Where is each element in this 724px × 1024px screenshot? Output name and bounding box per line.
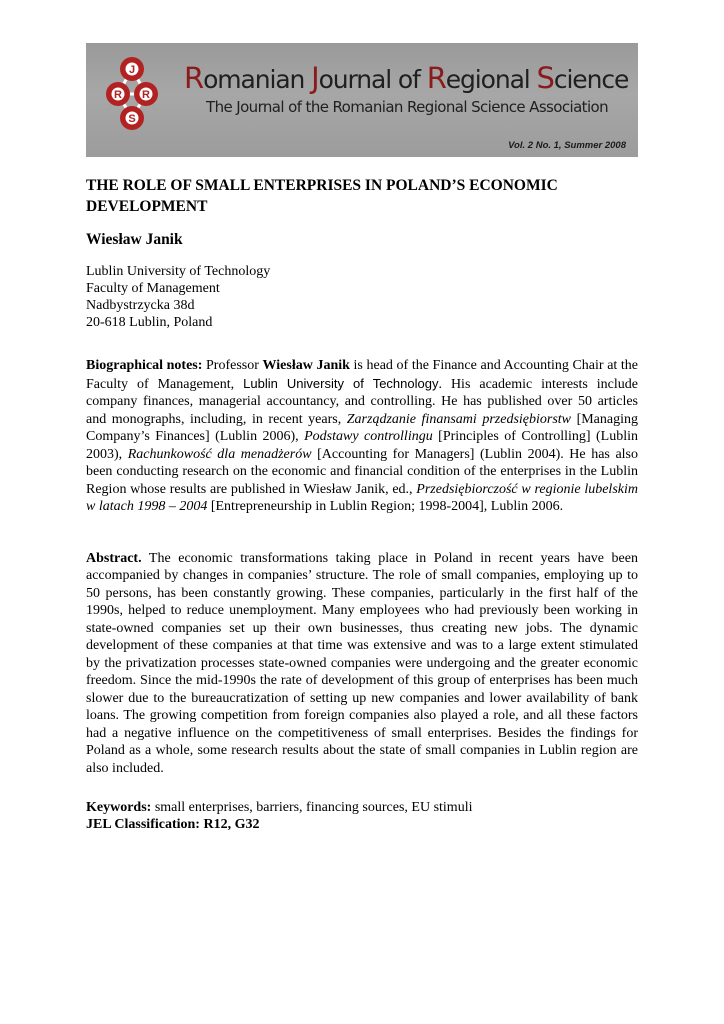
bio-name: Wiesław Janik xyxy=(262,358,350,373)
journal-banner xyxy=(86,43,638,157)
affiliation-line: Faculty of Management xyxy=(86,281,220,296)
author-affiliation xyxy=(86,263,638,331)
journal-logo xyxy=(86,43,176,157)
bio-book: Rachunkowość dla menadżerów xyxy=(127,446,312,462)
keywords-text: small enterprises, barriers, financing sources, EU stimuli xyxy=(151,800,473,815)
logo-node-r-left xyxy=(106,82,130,106)
abstract-label: Abstract. xyxy=(86,550,142,566)
logo-letter-s: S xyxy=(128,113,136,125)
issue-info: Vol. 2 No. 1, Summer 2008 xyxy=(508,140,626,151)
logo-letter-r-left: R xyxy=(114,89,122,101)
logo-letter-r-right: R xyxy=(142,89,150,101)
jel-classification: JEL Classification: R12, G32 xyxy=(86,817,260,832)
paper-title: THE ROLE OF SMALL ENTERPRISES IN POLAND’S ECONOMIC DEVELOPMENT xyxy=(86,177,558,215)
journal-title: Romanian Journal of Regional Science xyxy=(184,61,629,95)
bio-label: Biographical notes: xyxy=(86,358,203,373)
logo-node-r-right xyxy=(134,82,158,106)
logo-node-s xyxy=(120,106,144,130)
affiliation-line: Lublin University of Technology xyxy=(86,264,271,279)
logo-letter-j: J xyxy=(128,64,136,76)
bio-book: Przedsiębiorczość w regionie lubelskim w latach 1998 – 2004 xyxy=(86,481,638,514)
bio-book: Podstawy controllingu xyxy=(304,429,433,444)
abstract xyxy=(86,550,638,778)
logo-node-j xyxy=(120,57,144,81)
affiliation-line: 20-618 Lublin, Poland xyxy=(86,315,213,330)
abstract-text: The economic transformations taking place in Poland in recent years have been accompanied by changes in companies’ structure. The role of small companies, employing up to 50 persons, has been constantly growing. These companies, particularly in the first half of the 1990s, helped to reduce unemployment. Many employees who had previously been working in state-owned companies set up their own businesses, thus creating new jobs. The dynamic development of these companies at that time was extensive and was to a large extent stimulated by the privatization processes state-owned companies were undergoing and the greater economic freedom. Since the mid-1990s the rate of development of this group of enterprises has been much slower due to the bureaucratization of setting up new companies and lower availability of bank loans. The growing competition from foreign companies also played a role, and all these factors had a negative influence on the competitiveness of small enterprises. Besides the findings for Poland as a whole, some research results about the state of small companies in Lublin region are also included. xyxy=(86,550,638,776)
bio-book: Zarządzanie finansami przedsiębiorstw xyxy=(346,411,572,427)
affiliation-line: Nadbystrzycka 38d xyxy=(86,298,195,313)
journal-subtitle: The Journal of the Romanian Regional Science Association xyxy=(206,98,608,116)
keywords xyxy=(86,799,638,816)
bio-university: Lublin University of Technology xyxy=(243,375,439,391)
author-name: Wiesław Janik xyxy=(86,231,183,248)
paper-content xyxy=(86,175,638,833)
biographical-notes: Biographical notes: Professor Wiesław Janik is head of the Finance and Accounting Chair at the Faculty of Management, Lublin University of Technology. His academic interests include company finances, managerial accountancy, and controlling. He has published over 50 articles and monographs, including, in recent years, Zarządzanie finansami przedsiębiorstw [Managing Company’s Finances] (Lublin 2006), Podstawy controllingu [Principles of Controlling] (Lublin 2003), Rachunkowość dla menadżerów [Accounting for Managers] (Lublin 2004). He has also been conducting research on the economic and financial condition of the enterprises in the Lublin Region whose results are published in Wiesław Janik, ed., Przedsiębiorczość w regionie lubelskim w latach 1998 – 2004 [Entrepreneurship in Lublin Region; 1998-2004], Lublin 2006. xyxy=(86,358,639,514)
keywords-label: Keywords: xyxy=(86,800,152,815)
